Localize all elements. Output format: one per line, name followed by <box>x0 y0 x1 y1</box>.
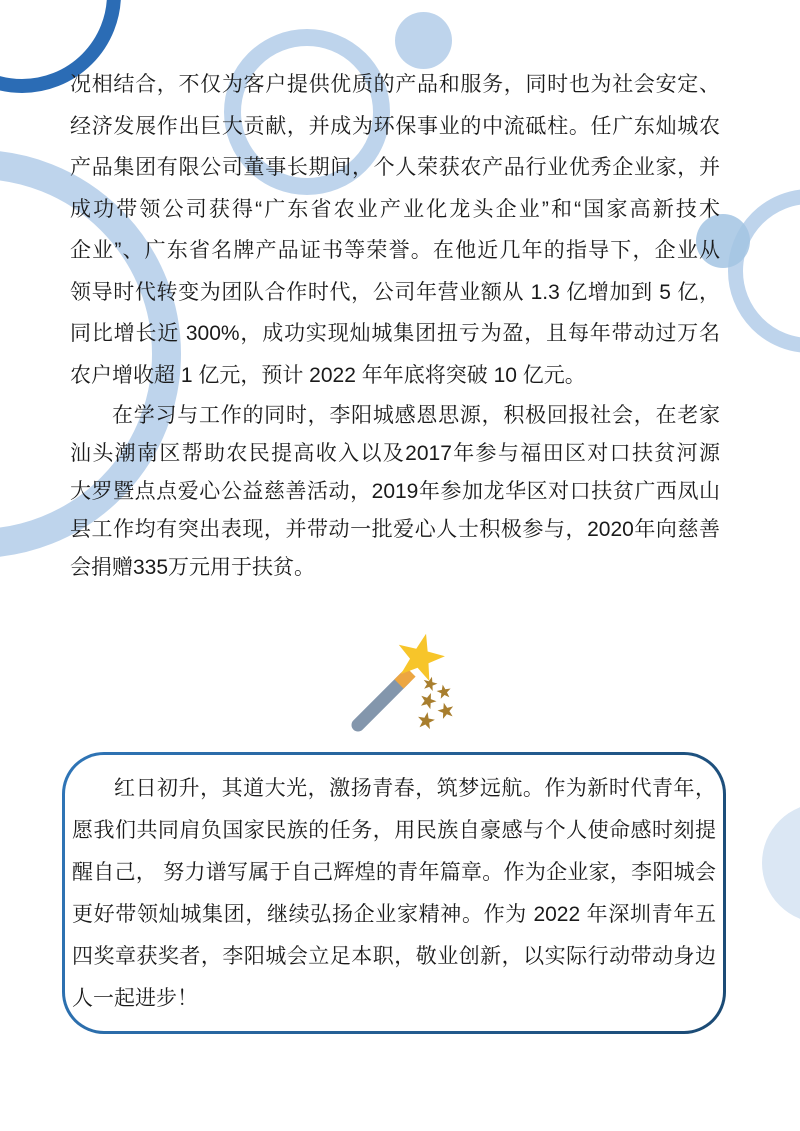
text-line: 况相结合，不仅为客户提供优质的产品和服务，同时也为社会安定、 <box>70 73 720 96</box>
paragraph-charity-work <box>70 397 720 587</box>
text-line: 人一起进步！ <box>72 987 198 1010</box>
sparkle-star <box>436 683 452 699</box>
text-line: 企业”、广东省名牌产品证书等荣誉。在他近几年的指导下，企业从 <box>70 239 720 262</box>
paragraph-company-achievements <box>70 64 720 396</box>
text-line: 更好带领灿城集团，继续弘扬企业家精神。作为 2022 年深圳青年五 <box>72 903 716 926</box>
quote-box-text <box>65 755 723 1031</box>
sparkle-star <box>418 690 438 710</box>
sparkle-star <box>416 711 436 730</box>
text-line: 经济发展作出巨大贡献，并成为环保事业的中流砥柱。任广东灿城农 <box>70 114 720 138</box>
text-line: 产品集团有限公司董事长期间，个人荣获农产品行业优秀企业家，并 <box>70 156 720 179</box>
magic-wand-with-stars-icon <box>348 626 460 738</box>
magic-wand-icon <box>348 626 460 738</box>
text-line: 县工作均有突出表现，并带动一批爱心人士积极参与，2020年向慈善 <box>70 518 720 541</box>
text-line: 四奖章获奖者，李阳城会立足本职，敬业创新，以实际行动带动身边 <box>72 945 716 968</box>
text-line: 农户增收超 1 亿元，预计 2022 年年底将突破 10 亿元。 <box>70 363 586 387</box>
text-line: 成功带领公司获得“广东省农业产业化龙头企业”和“国家高新技术 <box>70 197 720 221</box>
wand-collar <box>399 672 411 684</box>
text-line: 在学习与工作的同时，李阳城感恩思源，积极回报社会，在老家 <box>112 404 720 427</box>
text-line: 领导时代转变为团队合作时代，公司年营业额从 1.3 亿增加到 5 亿， <box>70 280 720 304</box>
text-line: 会捐赠335万元用于扶贫。 <box>70 556 316 579</box>
decorative-circle-top <box>395 12 452 69</box>
text-line: 同比增长近 300%，成功实现灿城集团扭亏为盈，且每年带动过万名 <box>70 322 720 345</box>
sparkle-star <box>422 675 439 692</box>
text-line: 大罗暨点点爱心公益慈善活动，2019年参加龙华区对口扶贫广西凤山 <box>70 480 720 503</box>
sparkle-star <box>436 701 456 720</box>
decorative-circle-bottom-right <box>762 803 800 923</box>
text-line: 醒自己， 努力谱写属于自己辉煌的青年篇章。作为企业家，李阳城会 <box>72 861 716 884</box>
wand-handle <box>358 678 405 725</box>
text-line: 汕头潮南区帮助农民提高收入以及2017年参与福田区对口扶贫河源 <box>70 442 720 465</box>
quote-box <box>62 752 726 1034</box>
decorative-ring-right <box>728 189 800 353</box>
text-line: 红日初升，其道大光，激扬青春，筑梦远航。作为新时代青年， <box>114 777 716 800</box>
text-line: 愿我们共同肩负国家民族的任务，用民族自豪感与个人使命感时刻提 <box>72 819 716 842</box>
